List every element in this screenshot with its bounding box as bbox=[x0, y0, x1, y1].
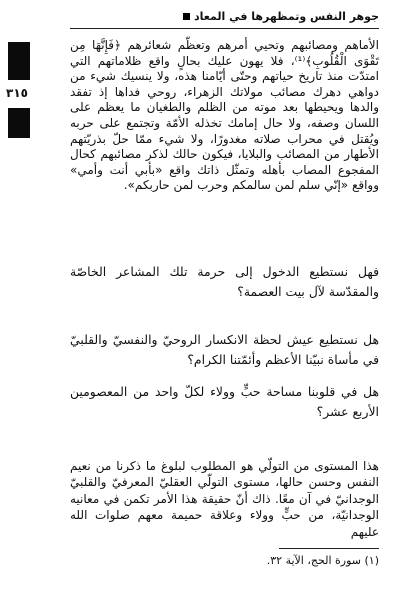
margin-thumb-block bbox=[8, 42, 30, 80]
paragraph-2: هذا المستوى من التولّي هو المطلوب لبلوغ ما ذكرنا من نعيم النفس وحسن حالها، مستوى التولّي العقليّ المعرفيّ والقلبيّ الوجدانيّ في آن معًا. ذاك أنّ حقيقة هذا الأمر تكمن في معانيه الوجدانيّة، من حبٍّ وولاء وعلاقة حميمة معهم صلوات الله عليهم bbox=[70, 459, 379, 539]
question-1: فهل نستطيع الدخول إلى حرمة تلك المشاعر الخاصّة والمقدّسة لآل بيت العصمة؟ bbox=[70, 264, 379, 299]
paragraph-main bbox=[70, 38, 379, 194]
running-header bbox=[183, 10, 379, 23]
footnote-rule bbox=[279, 548, 379, 549]
footnote: (١) سورة الحج، الآية ٣٢. bbox=[266, 554, 379, 567]
question-2: هل نستطيع عيش لحظة الانكسار الروحيّ والنفسيّ والقلبيّ في مأساة نبيّنا الأعظم وأئمّتنا الكرام؟ bbox=[70, 332, 379, 367]
paragraph-1-text: الأماهم ومصائبهم وتحيي أمرهم وتعظّم شعائرهم ﴿فَإِنَّهَا مِن تَقْوَى الْقُلُوبِ﴾⁽¹⁾، فلا يهون عليك بحالٍ واقع ظلاماتهم التي امتدّت منذ تاريخ حياتهم وحتّى أيّامنا هذه، ولا ينسيك شيء من دواهي دهرك مصائب مولاتك الزهراء، روحي فداها إذ تفقد والدها ويحيطها بعد موته من الظلم والطغيان ما يعظم على اللسان وصفه، ولا حال إمامك تخذله الأمّة وتجتمع على حربه ويُقتل في محراب صلاته مغدورًا، ولا شيء ممّا حلّ بذريّتهم الأطهار من المصائب والبلايا، فيكون حالك لذكر مصائبهم كحال المفجوع المصاب بأهله وتمثّل ذاتك واقع «بأبي أنت وأمي» وواقع «إنّي سلم لمن سالمكم وحرب لمن حاربكم». bbox=[70, 38, 379, 193]
question-3: هل في قلوبنا مساحة حبٍّ وولاء لكلّ واحد من المعصومين الأربع عشر؟ bbox=[70, 384, 379, 419]
margin-thumb-block-lower bbox=[8, 108, 30, 138]
page-number: ٣١٥ bbox=[6, 86, 28, 100]
header-title: جوهر النفس وتمظهرها في المعاد bbox=[194, 10, 379, 23]
header-rule bbox=[70, 28, 379, 29]
header-square-icon bbox=[183, 13, 190, 20]
